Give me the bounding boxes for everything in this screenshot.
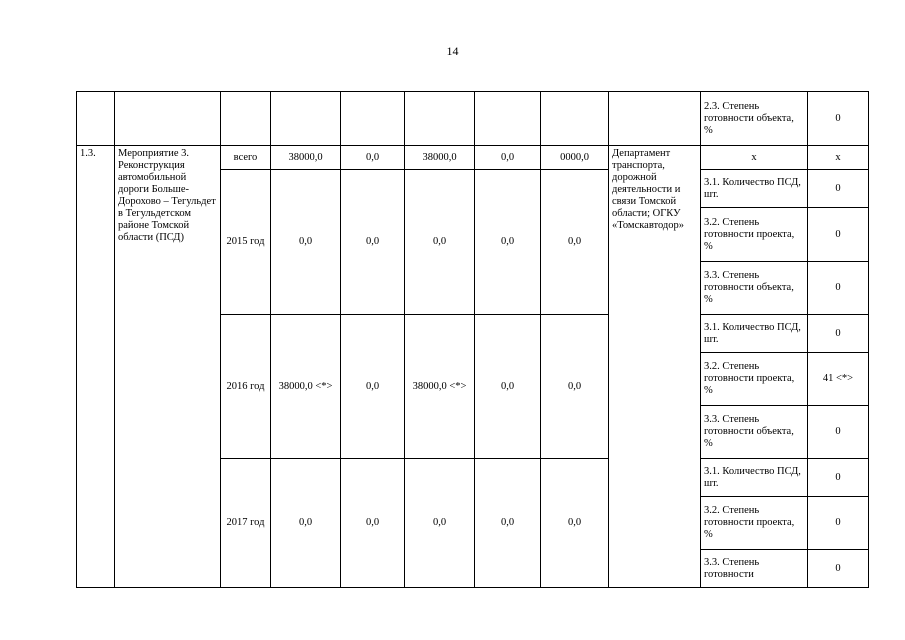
measures-table	[76, 91, 869, 588]
amount-cell: 0,0	[475, 459, 541, 588]
indicator-value: 0	[808, 262, 869, 315]
amount-cell: 0,0	[405, 459, 475, 588]
indicator-value: 0	[808, 315, 869, 353]
amount-cell: 0,0	[341, 459, 405, 588]
indicator-cell: 3.3. Степень готовности	[701, 550, 808, 588]
measure-number: 1.3.	[77, 146, 115, 588]
amount-cell: 0,0	[271, 170, 341, 315]
measure-name: Мероприятие 3. Реконструкция автомобильной дороги Больше-Дорохово – Тегульдет в Тегульдетском районе Томской области (ПСД)	[115, 146, 221, 588]
indicator-value: 0	[808, 208, 869, 262]
amount-cell: 38000,0 <*>	[405, 315, 475, 459]
period-label: 2017 год	[221, 459, 271, 588]
table-row	[77, 146, 869, 170]
table-cell	[77, 92, 115, 146]
amount-cell: 38000,0	[405, 146, 475, 170]
indicator-cell: 3.3. Степень готовности объекта, %	[701, 406, 808, 459]
indicator-value: 0	[808, 550, 869, 588]
table-row	[77, 92, 869, 146]
table-cell	[115, 92, 221, 146]
amount-cell: 0000,0	[541, 146, 609, 170]
indicator-cell: 3.2. Степень готовности проекта, %	[701, 208, 808, 262]
amount-cell: 38000,0 <*>	[271, 315, 341, 459]
table-cell	[609, 92, 701, 146]
amount-cell: 0,0	[541, 315, 609, 459]
amount-cell: 0,0	[341, 315, 405, 459]
indicator-cell: 3.3. Степень готовности объекта, %	[701, 262, 808, 315]
indicator-value: 0	[808, 406, 869, 459]
indicator-value: 0	[808, 459, 869, 497]
period-label: 2015 год	[221, 170, 271, 315]
indicator-cell: 3.1. Количество ПСД, шт.	[701, 315, 808, 353]
amount-cell: 0,0	[405, 170, 475, 315]
indicator-cell: 3.1. Количество ПСД, шт.	[701, 170, 808, 208]
amount-cell: 0,0	[475, 170, 541, 315]
table-cell	[271, 92, 341, 146]
indicator-value: 41 <*>	[808, 353, 869, 406]
indicator-cell: 3.2. Степень готовности проекта, %	[701, 353, 808, 406]
amount-cell: 0,0	[475, 315, 541, 459]
indicator-value: 0	[808, 92, 869, 146]
indicator-cell: 3.1. Количество ПСД, шт.	[701, 459, 808, 497]
table-cell	[475, 92, 541, 146]
indicator-cell: x	[701, 146, 808, 170]
table-cell	[341, 92, 405, 146]
indicator-value: 0	[808, 170, 869, 208]
table-cell	[541, 92, 609, 146]
amount-cell: 0,0	[541, 459, 609, 588]
period-label: 2016 год	[221, 315, 271, 459]
period-label: всего	[221, 146, 271, 170]
indicator-value: x	[808, 146, 869, 170]
indicator-value: 0	[808, 497, 869, 550]
executor-cell: Департамент транспорта, дорожной деятельности и связи Томской области; ОГКУ «Томскавтодор»	[609, 146, 701, 588]
amount-cell: 0,0	[341, 170, 405, 315]
amount-cell: 38000,0	[271, 146, 341, 170]
indicator-cell: 3.2. Степень готовности проекта, %	[701, 497, 808, 550]
amount-cell: 0,0	[341, 146, 405, 170]
table-cell	[405, 92, 475, 146]
indicator-cell: 2.3. Степень готовности объекта, %	[701, 92, 808, 146]
amount-cell: 0,0	[475, 146, 541, 170]
amount-cell: 0,0	[271, 459, 341, 588]
table-cell	[221, 92, 271, 146]
amount-cell: 0,0	[541, 170, 609, 315]
page-number: 14	[446, 44, 459, 58]
